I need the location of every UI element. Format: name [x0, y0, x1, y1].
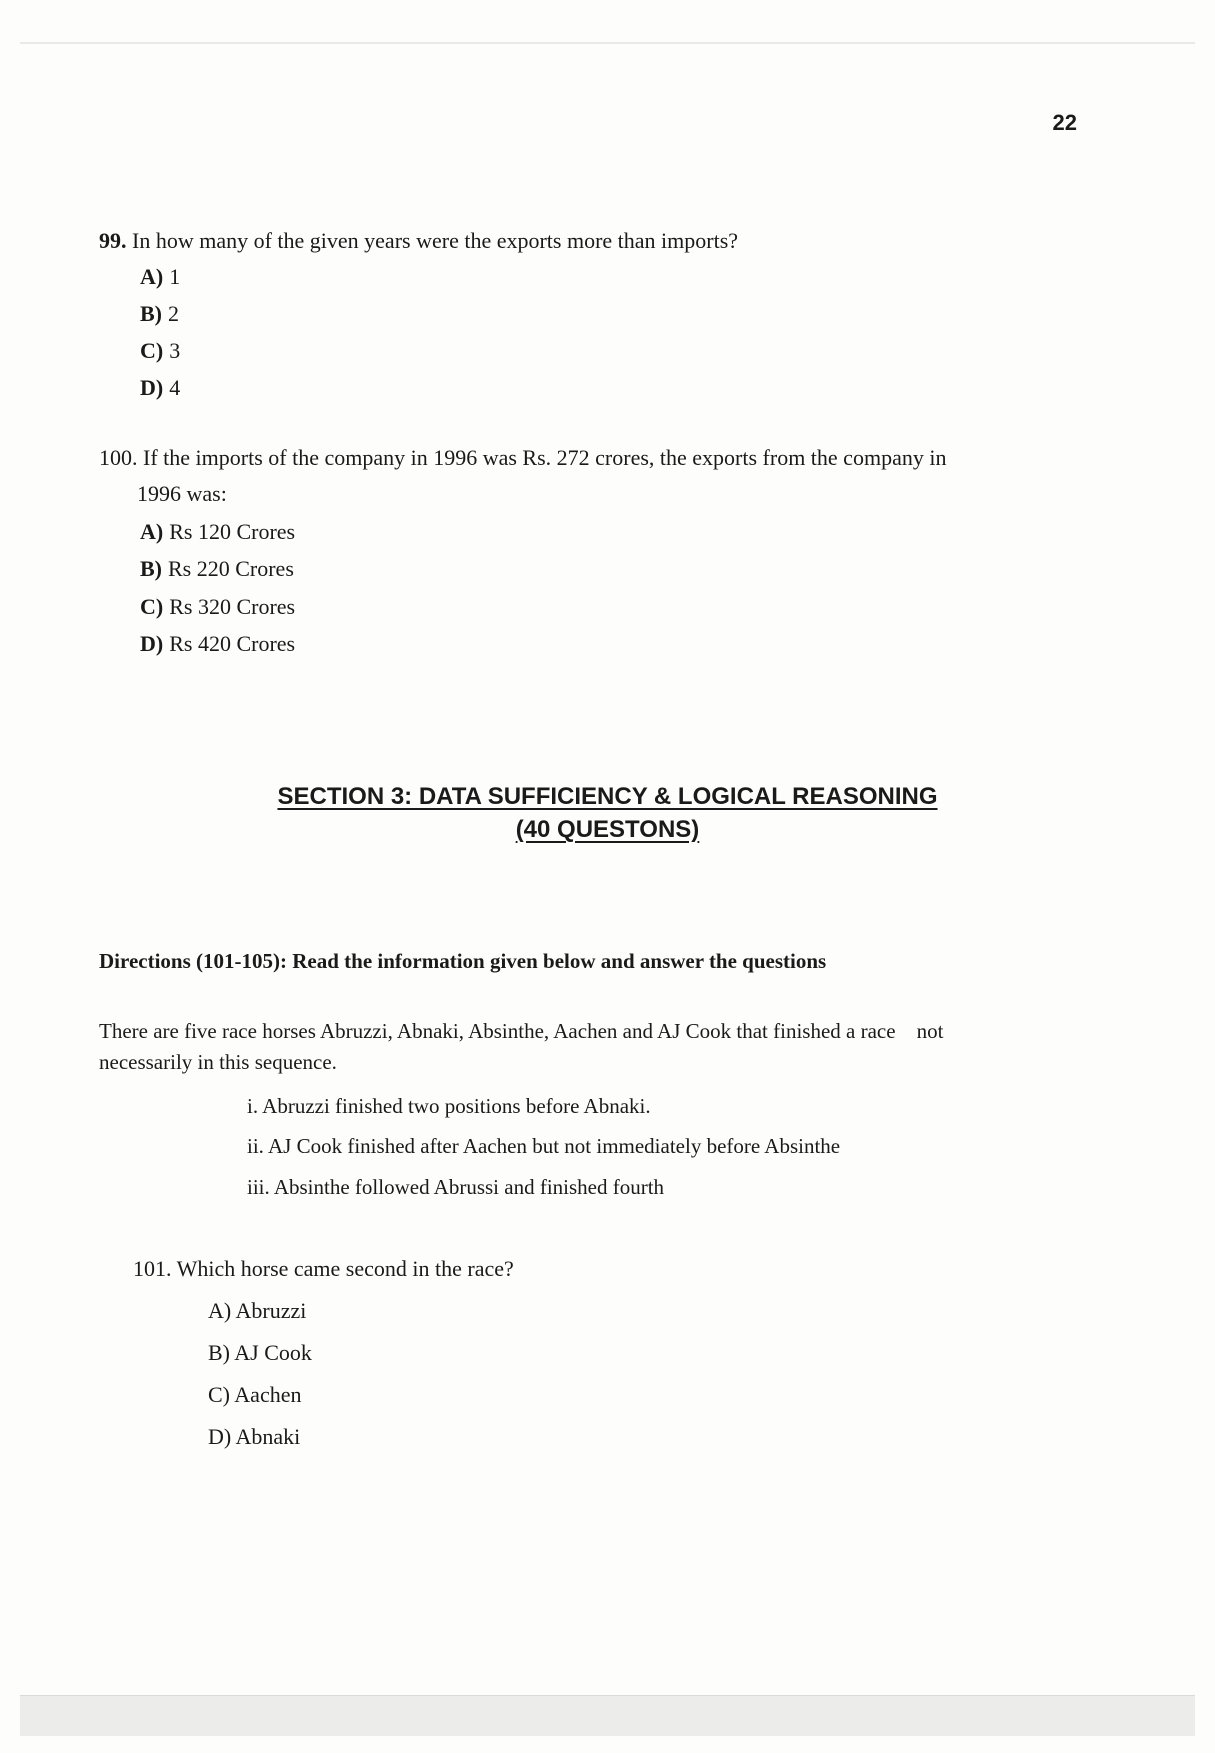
- passage: [99, 1016, 1039, 1078]
- q100-option-a-letter: A): [140, 519, 164, 544]
- q99-option-b-letter: B): [140, 301, 162, 326]
- question-99: [99, 226, 738, 256]
- top-scan-edge: [20, 42, 1195, 44]
- question-100-line1: [99, 443, 946, 473]
- q100-option-b-letter: B): [140, 556, 162, 581]
- section-heading-line1: SECTION 3: DATA SUFFICIENCY & LOGICAL REASONING: [277, 783, 938, 810]
- q100-option-a-text: Rs 120 Crores: [169, 519, 296, 544]
- clue-3: iii. Absinthe followed Abrussi and finished fourth: [247, 1175, 665, 1199]
- q101-option-d: D) Abnaki: [208, 1424, 301, 1449]
- question-100-line2: 1996 was:: [137, 481, 227, 506]
- passage-line2: necessarily in this sequence.: [99, 1050, 337, 1074]
- q101-option-c: C) Aachen: [208, 1382, 302, 1407]
- q99-option-a-text: 1: [169, 264, 181, 289]
- question-99-text: In how many of the given years were the exports more than imports?: [132, 228, 739, 253]
- q100-option-b: [140, 554, 294, 584]
- q100-option-d-letter: D): [140, 631, 164, 656]
- clue-1: i. Abruzzi finished two positions before Abnaki.: [247, 1094, 651, 1118]
- q99-option-c: [140, 336, 180, 366]
- q99-option-b: [140, 299, 179, 329]
- q100-option-c-text: Rs 320 Crores: [169, 594, 296, 619]
- q99-option-d-text: 4: [169, 375, 181, 400]
- q99-option-d-letter: D): [140, 375, 164, 400]
- q99-option-c-text: 3: [169, 338, 181, 363]
- q100-option-b-text: Rs 220 Crores: [168, 556, 294, 581]
- bottom-scan-edge: [20, 1695, 1195, 1736]
- directions-heading: Directions (101-105): Read the information given below and answer the questions: [99, 949, 827, 973]
- q100-option-d-text: Rs 420 Crores: [169, 631, 296, 656]
- question-100-number: 100.: [99, 445, 138, 470]
- q101-option-b: B) AJ Cook: [208, 1340, 312, 1365]
- q99-option-b-text: 2: [168, 301, 179, 326]
- q100-option-c-letter: C): [140, 594, 164, 619]
- question-100-text: If the imports of the company in 1996 was Rs. 272 crores, the exports from the company in: [143, 445, 947, 470]
- q100-option-a: [140, 517, 295, 547]
- page-number: 22: [1052, 110, 1077, 135]
- q99-option-a-letter: A): [140, 264, 164, 289]
- clue-2: ii. AJ Cook finished after Aachen but not immediately before Absinthe: [247, 1134, 841, 1158]
- section-heading-line2: (40 QUESTONS): [515, 816, 700, 843]
- question-99-number: 99.: [99, 228, 127, 253]
- question-101: 101. Which horse came second in the race?: [133, 1256, 514, 1281]
- q101-option-a: A) Abruzzi: [208, 1298, 307, 1323]
- q99-option-a: [140, 262, 180, 292]
- q99-option-d: [140, 373, 180, 403]
- passage-line1: There are five race horses Abruzzi, Abnaki, Absinthe, Aachen and AJ Cook that finished a race not: [99, 1019, 944, 1043]
- q99-option-c-letter: C): [140, 338, 164, 363]
- q100-option-d: [140, 629, 295, 659]
- q100-option-c: [140, 592, 295, 622]
